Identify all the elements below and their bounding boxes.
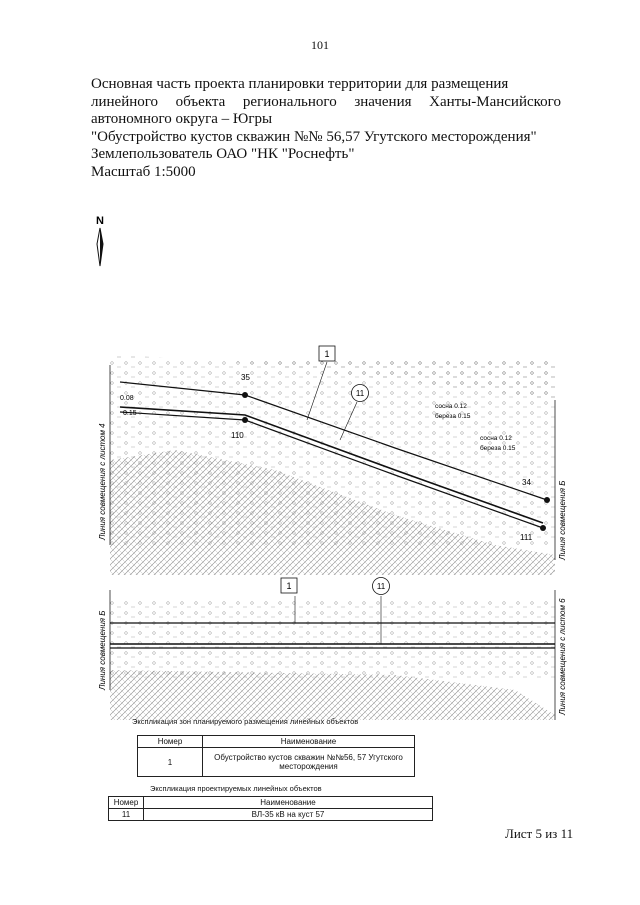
- header-line-4: "Обустройство кустов скважин №№ 56,57 Угутского месторождения": [91, 128, 537, 145]
- zones-table-caption: Экспликация зон планируемого размещения линейных объектов: [132, 717, 359, 726]
- map-value: 0.15: [123, 410, 137, 417]
- header-word: значения: [354, 93, 412, 110]
- scale-label: Масштаб 1:5000: [91, 163, 196, 180]
- header-word: регионального: [242, 93, 337, 110]
- match-line-label: Линия совмещения Б: [98, 610, 107, 690]
- map-top: [95, 340, 565, 575]
- column-header: Наименование: [203, 736, 415, 748]
- column-header: Наименование: [144, 797, 433, 809]
- table-cell: Обустройство кустов скважин №№56, 57 Угутского месторождения: [203, 748, 415, 777]
- header-word: линейного: [91, 93, 159, 110]
- point-label: 111: [520, 533, 533, 542]
- tree-note: сосна 0.12: [435, 403, 467, 410]
- page-number: 101: [311, 38, 329, 52]
- map-value: 0.08: [120, 395, 134, 402]
- tree-note: сосна 0.12: [480, 435, 512, 442]
- header-word: объекта: [175, 93, 226, 110]
- document-header: [91, 76, 561, 181]
- match-line-label: Линия совмещения с листом 4: [98, 423, 107, 540]
- north-arrow-icon: [92, 214, 110, 270]
- object-marker-label: 11: [355, 389, 365, 398]
- table-cell: ВЛ-35 кВ на куст 57: [144, 809, 433, 821]
- header-line-3: автономного округа – Югры: [91, 111, 273, 127]
- zone-marker-label: 1: [286, 581, 292, 591]
- header-line-5: Землепользователь ОАО "НК "Роснефть": [91, 146, 355, 162]
- header-word: Ханты-Мансийского: [429, 93, 561, 110]
- tree-note: береза 0.15: [480, 445, 516, 452]
- column-header: Номер: [138, 736, 203, 748]
- point-label: 34: [522, 478, 531, 487]
- table-row: [138, 748, 415, 777]
- sheet-number: Лист 5 из 11: [505, 826, 574, 841]
- table-header-row: [138, 736, 415, 748]
- zone-marker-label: 1: [324, 349, 330, 359]
- object-marker-label: 11: [376, 582, 386, 591]
- map-bottom: [95, 580, 565, 720]
- point-marker: [242, 417, 248, 423]
- match-line-label: Линия совмещения с листом 6: [558, 598, 567, 715]
- match-line-label: Линия совмещения Б: [558, 480, 567, 560]
- point-label: 35: [241, 373, 250, 382]
- header-line-2: [91, 94, 561, 112]
- north-label: N: [96, 215, 104, 227]
- table-cell: 1: [138, 748, 203, 777]
- point-label: 110: [231, 431, 244, 440]
- point-marker: [544, 497, 550, 503]
- objects-table-caption: Экспликация проектируемых линейных объектов: [150, 784, 322, 793]
- table-cell: 11: [109, 809, 144, 821]
- column-header: Номер: [109, 797, 144, 809]
- zones-table: [137, 735, 415, 777]
- header-line-1: Основная часть проекта планировки территории для размещения: [91, 76, 509, 92]
- point-marker: [242, 392, 248, 398]
- objects-table: [108, 796, 433, 821]
- point-marker: [540, 525, 546, 531]
- tree-note: береза 0.15: [435, 413, 471, 420]
- table-header-row: [109, 797, 433, 809]
- table-row: [109, 809, 433, 821]
